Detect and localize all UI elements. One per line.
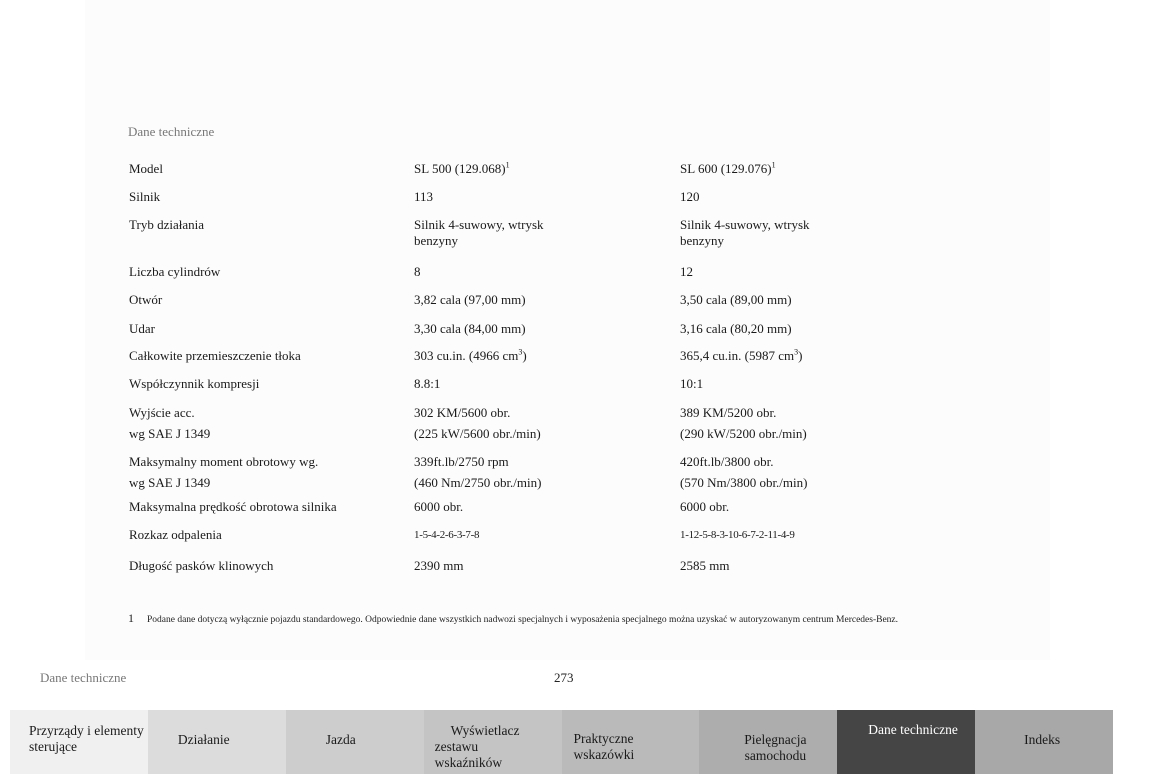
spec-label: Model bbox=[129, 161, 163, 176]
tab-practical-advice[interactable] bbox=[562, 710, 700, 774]
spec-value-sl500: 2390 mm bbox=[414, 558, 464, 573]
spec-label: Otwór bbox=[129, 292, 163, 307]
spec-label: Udar bbox=[129, 321, 155, 336]
spec-value-sl600: 120 bbox=[680, 189, 700, 204]
spec-value-sl500: 303 cu.in. (4966 $cm^3$) bbox=[414, 347, 527, 363]
spec-value-sl500: 6000 obr. bbox=[414, 499, 464, 514]
spec-label: Maksymalna prędkość obrotowa silnika bbox=[129, 499, 337, 514]
spec-value-sl600: 10:1 bbox=[680, 376, 704, 391]
tab-instruments-controls[interactable] bbox=[10, 710, 148, 774]
spec-value-sl500: 3,30 cala (84,00 mm) bbox=[414, 321, 526, 336]
spec-value-sl600: 389 KM/5200 obr. (290 kW/5200 obr./min) bbox=[680, 405, 807, 441]
tab-label: Jazda bbox=[325, 732, 356, 747]
spec-value-sl500: 113 bbox=[414, 189, 434, 204]
spec-value-sl600: 3,50 cala (89,00 mm) bbox=[680, 292, 792, 307]
spec-value-sl600: 420ft.lb/3800 obr. (570 Nm/3800 obr./min) bbox=[680, 454, 808, 490]
spec-value-sl500: 339ft.lb/2750 rpm (460 Nm/2750 obr./min) bbox=[414, 454, 542, 490]
spec-value-sl500: 1-5-4-2-6-3-7-8 bbox=[414, 529, 480, 541]
spec-value-sl600: 365,4 cu.in. (5987 $cm^3$) bbox=[680, 347, 803, 363]
tab-index[interactable] bbox=[975, 710, 1113, 774]
tab-label: Działanie bbox=[177, 732, 230, 747]
spec-value-sl500: 3,82 cala (97,00 mm) bbox=[414, 292, 526, 307]
spec-value-sl600: SL 600 $(129.076)^1$ bbox=[680, 160, 776, 176]
spec-value-sl600: Silnik 4-suwowy, wtrysk benzyny bbox=[680, 217, 810, 248]
spec-value-sl600: 1-12-5-8-3-10-6-7-2-11-4-9 bbox=[680, 529, 795, 541]
spec-label: Wyjście acc. wg SAE J 1349 bbox=[129, 405, 211, 441]
tab-label: Dane techniczne bbox=[868, 722, 958, 737]
tab-label: Praktyczne wskazówki bbox=[573, 731, 635, 762]
spec-label: Silnik bbox=[129, 189, 161, 204]
spec-value-sl600: 3,16 cala (80,20 mm) bbox=[680, 321, 792, 336]
tab-car-care[interactable] bbox=[699, 710, 837, 774]
footnote-number: 1 bbox=[128, 611, 134, 625]
chapter-navigation bbox=[10, 710, 1113, 774]
section-title: Dane techniczne bbox=[128, 124, 215, 139]
footer-section-label: Dane techniczne bbox=[40, 670, 127, 685]
tab-label: Indeks bbox=[1024, 732, 1061, 747]
tab-label: Wyświetlacz zestawu wskaźników bbox=[434, 723, 520, 770]
footnote-text: Podane dane dotyczą wyłącznie pojazdu standardowego. Odpowiednie dane wszystkich nadwozi specjalnych i wyposażenia specjalnego można uzyskać w autoryzowanym centrum Mercedes-Benz. bbox=[147, 615, 899, 625]
spec-label: Długość pasków klinowych bbox=[129, 558, 274, 573]
tab-label: Przyrządy i elementy sterujące bbox=[29, 723, 144, 754]
tab-driving[interactable] bbox=[286, 710, 424, 774]
tab-label: Pielęgnacja samochodu bbox=[744, 732, 807, 763]
spec-label: Liczba cylindrów bbox=[129, 264, 221, 279]
tab-instrument-cluster-display[interactable] bbox=[424, 710, 562, 774]
spec-label: Rozkaz odpalenia bbox=[129, 527, 222, 542]
spec-label: Tryb działania bbox=[129, 217, 204, 232]
tab-technical-data[interactable] bbox=[837, 710, 975, 774]
spec-label: Całkowite przemieszczenie tłoka bbox=[129, 348, 301, 363]
spec-value-sl500: 8 bbox=[414, 264, 421, 279]
spec-label: Maksymalny moment obrotowy wg. wg SAE J 1349 bbox=[129, 454, 319, 490]
tab-operation[interactable] bbox=[148, 710, 286, 774]
spec-value-sl600: 6000 obr. bbox=[680, 499, 730, 514]
spec-value-sl500: 8.8:1 bbox=[414, 376, 441, 391]
spec-label: Współczynnik kompresji bbox=[129, 376, 260, 391]
spec-value-sl500: SL 500 $(129.068)^1$ bbox=[414, 160, 510, 176]
spec-value-sl500: 302 KM/5600 obr. (225 kW/5600 obr./min) bbox=[414, 405, 541, 441]
spec-value-sl600: 2585 mm bbox=[680, 558, 730, 573]
page-number: 273 bbox=[554, 670, 574, 685]
spec-value-sl600: 12 bbox=[680, 264, 693, 279]
spec-value-sl500: Silnik 4-suwowy, wtrysk benzyny bbox=[414, 217, 544, 248]
